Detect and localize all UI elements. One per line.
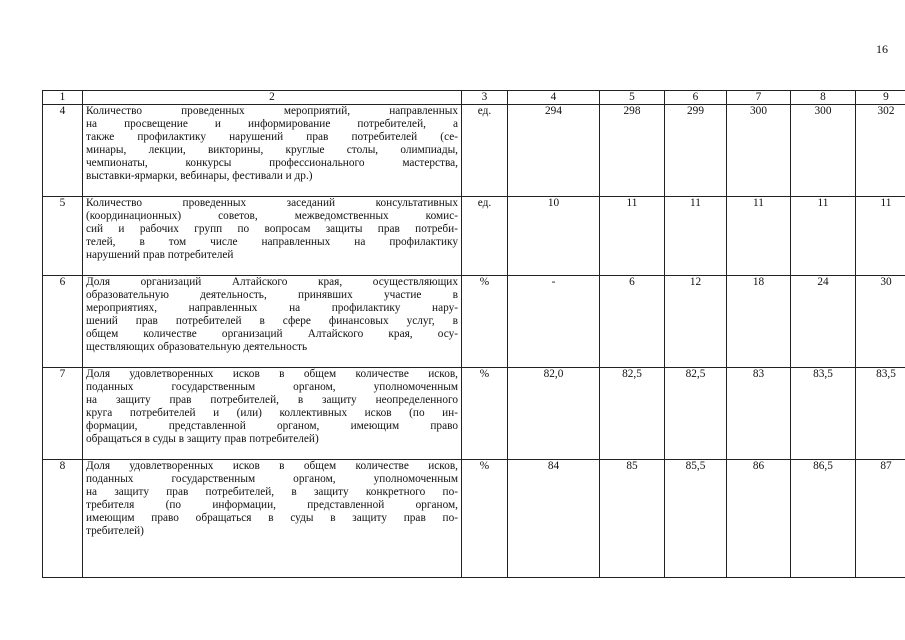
description-line: чемпионаты, конкурсы профессионального мастерства, (86, 157, 458, 169)
description-line: шений прав потребителей в сфере финансовых услуг, в (86, 315, 458, 327)
value-cell: 299 (665, 105, 727, 197)
unit-cell: ед. (462, 105, 508, 197)
unit-cell: ед. (462, 197, 508, 276)
description-line: имеющим право обращаться в суды в защиту прав по- (86, 512, 458, 524)
description-line: Количество проведенных заседаний консультативных (86, 197, 458, 209)
value-cell: 11 (600, 197, 665, 276)
header-cell: 3 (462, 91, 508, 105)
description-line: формации, представленной органом, имеющим право (86, 420, 458, 432)
value-cell: 85 (600, 460, 665, 578)
description-line: (координационных) советов, межведомственных комис- (86, 210, 458, 222)
description-line: круга потребителей и (или) коллективных исков (по ин- (86, 407, 458, 419)
value-cell: 11 (791, 197, 856, 276)
row-number: 4 (43, 105, 83, 197)
value-cell: 86 (727, 460, 791, 578)
description-line: обращаться в суды в защиту прав потребителей) (86, 433, 319, 445)
indicators-table (42, 90, 905, 578)
unit-cell: % (462, 368, 508, 460)
description-line: Количество проведенных мероприятий, направленных (86, 105, 458, 117)
row-number: 6 (43, 276, 83, 368)
unit-cell: % (462, 460, 508, 578)
indicator-description (83, 276, 462, 368)
description-line: на защиту прав потребителей, в защиту неопределенного (86, 394, 458, 406)
table-row (43, 197, 905, 276)
value-cell: 84 (508, 460, 600, 578)
description-line: образовательную деятельность, принявших участие в (86, 289, 458, 301)
description-line: на просвещение и информирование потребителей, а (86, 118, 458, 130)
value-cell: 11 (727, 197, 791, 276)
value-cell: - (508, 276, 600, 368)
row-number: 8 (43, 460, 83, 578)
value-cell: 11 (665, 197, 727, 276)
description-line: требителей) (86, 525, 144, 537)
value-cell: 82,5 (665, 368, 727, 460)
header-cell: 4 (508, 91, 600, 105)
value-cell: 18 (727, 276, 791, 368)
value-cell: 87 (856, 460, 905, 578)
description-line: ществляющих образовательную деятельность (86, 341, 308, 353)
value-cell: 83,5 (791, 368, 856, 460)
indicator-description (83, 197, 462, 276)
indicator-description (83, 368, 462, 460)
value-cell: 83 (727, 368, 791, 460)
page-number: 16 (876, 42, 888, 56)
description-line: телей, в том числе направленных на профилактику (86, 236, 458, 248)
table-row (43, 460, 905, 578)
header-cell: 8 (791, 91, 856, 105)
table-row (43, 276, 905, 368)
value-cell: 10 (508, 197, 600, 276)
value-cell: 302 (856, 105, 905, 197)
description-line: требителя (по информации, представленной органом, (86, 499, 458, 511)
header-cell: 1 (43, 91, 83, 105)
value-cell: 86,5 (791, 460, 856, 578)
value-cell: 30 (856, 276, 905, 368)
indicator-description (83, 105, 462, 197)
value-cell: 294 (508, 105, 600, 197)
description-line: сий и рабочих групп по вопросам защиты прав потреби- (86, 223, 458, 235)
description-line: минары, лекции, викторины, круглые столы, олимпиады, (86, 144, 458, 156)
table-row (43, 368, 905, 460)
description-line: выставки-ярмарки, вебинары, фестивали и др.) (86, 170, 313, 182)
header-cell: 5 (600, 91, 665, 105)
header-row (43, 91, 905, 105)
row-number: 7 (43, 368, 83, 460)
description-line: Доля удовлетворенных исков в общем количестве исков, (86, 368, 458, 380)
value-cell: 12 (665, 276, 727, 368)
value-cell: 300 (727, 105, 791, 197)
value-cell: 6 (600, 276, 665, 368)
description-line: также профилактику нарушений прав потребителей (се- (86, 131, 458, 143)
header-cell: 6 (665, 91, 727, 105)
description-line: Доля организаций Алтайского края, осуществляющих (86, 276, 458, 288)
indicator-description (83, 460, 462, 578)
value-cell: 82,0 (508, 368, 600, 460)
description-line: нарушений прав потребителей (86, 249, 234, 261)
header-cell: 2 (83, 91, 462, 105)
value-cell: 11 (856, 197, 905, 276)
header-cell: 7 (727, 91, 791, 105)
value-cell: 300 (791, 105, 856, 197)
value-cell: 24 (791, 276, 856, 368)
description-line: общем количестве организаций Алтайского края, осу- (86, 328, 458, 340)
value-cell: 83,5 (856, 368, 905, 460)
description-line: мероприятиях, направленных на профилактику нару- (86, 302, 458, 314)
value-cell: 82,5 (600, 368, 665, 460)
description-line: поданных государственным органом, уполномоченным (86, 473, 458, 485)
description-line: поданных государственным органом, уполномоченным (86, 381, 458, 393)
description-line: Доля удовлетворенных исков в общем количестве исков, (86, 460, 458, 472)
table-row (43, 105, 905, 197)
unit-cell: % (462, 276, 508, 368)
row-number: 5 (43, 197, 83, 276)
description-line: на защиту прав потребителей, в защиту конкретного по- (86, 486, 458, 498)
value-cell: 298 (600, 105, 665, 197)
header-cell: 9 (856, 91, 905, 105)
value-cell: 85,5 (665, 460, 727, 578)
